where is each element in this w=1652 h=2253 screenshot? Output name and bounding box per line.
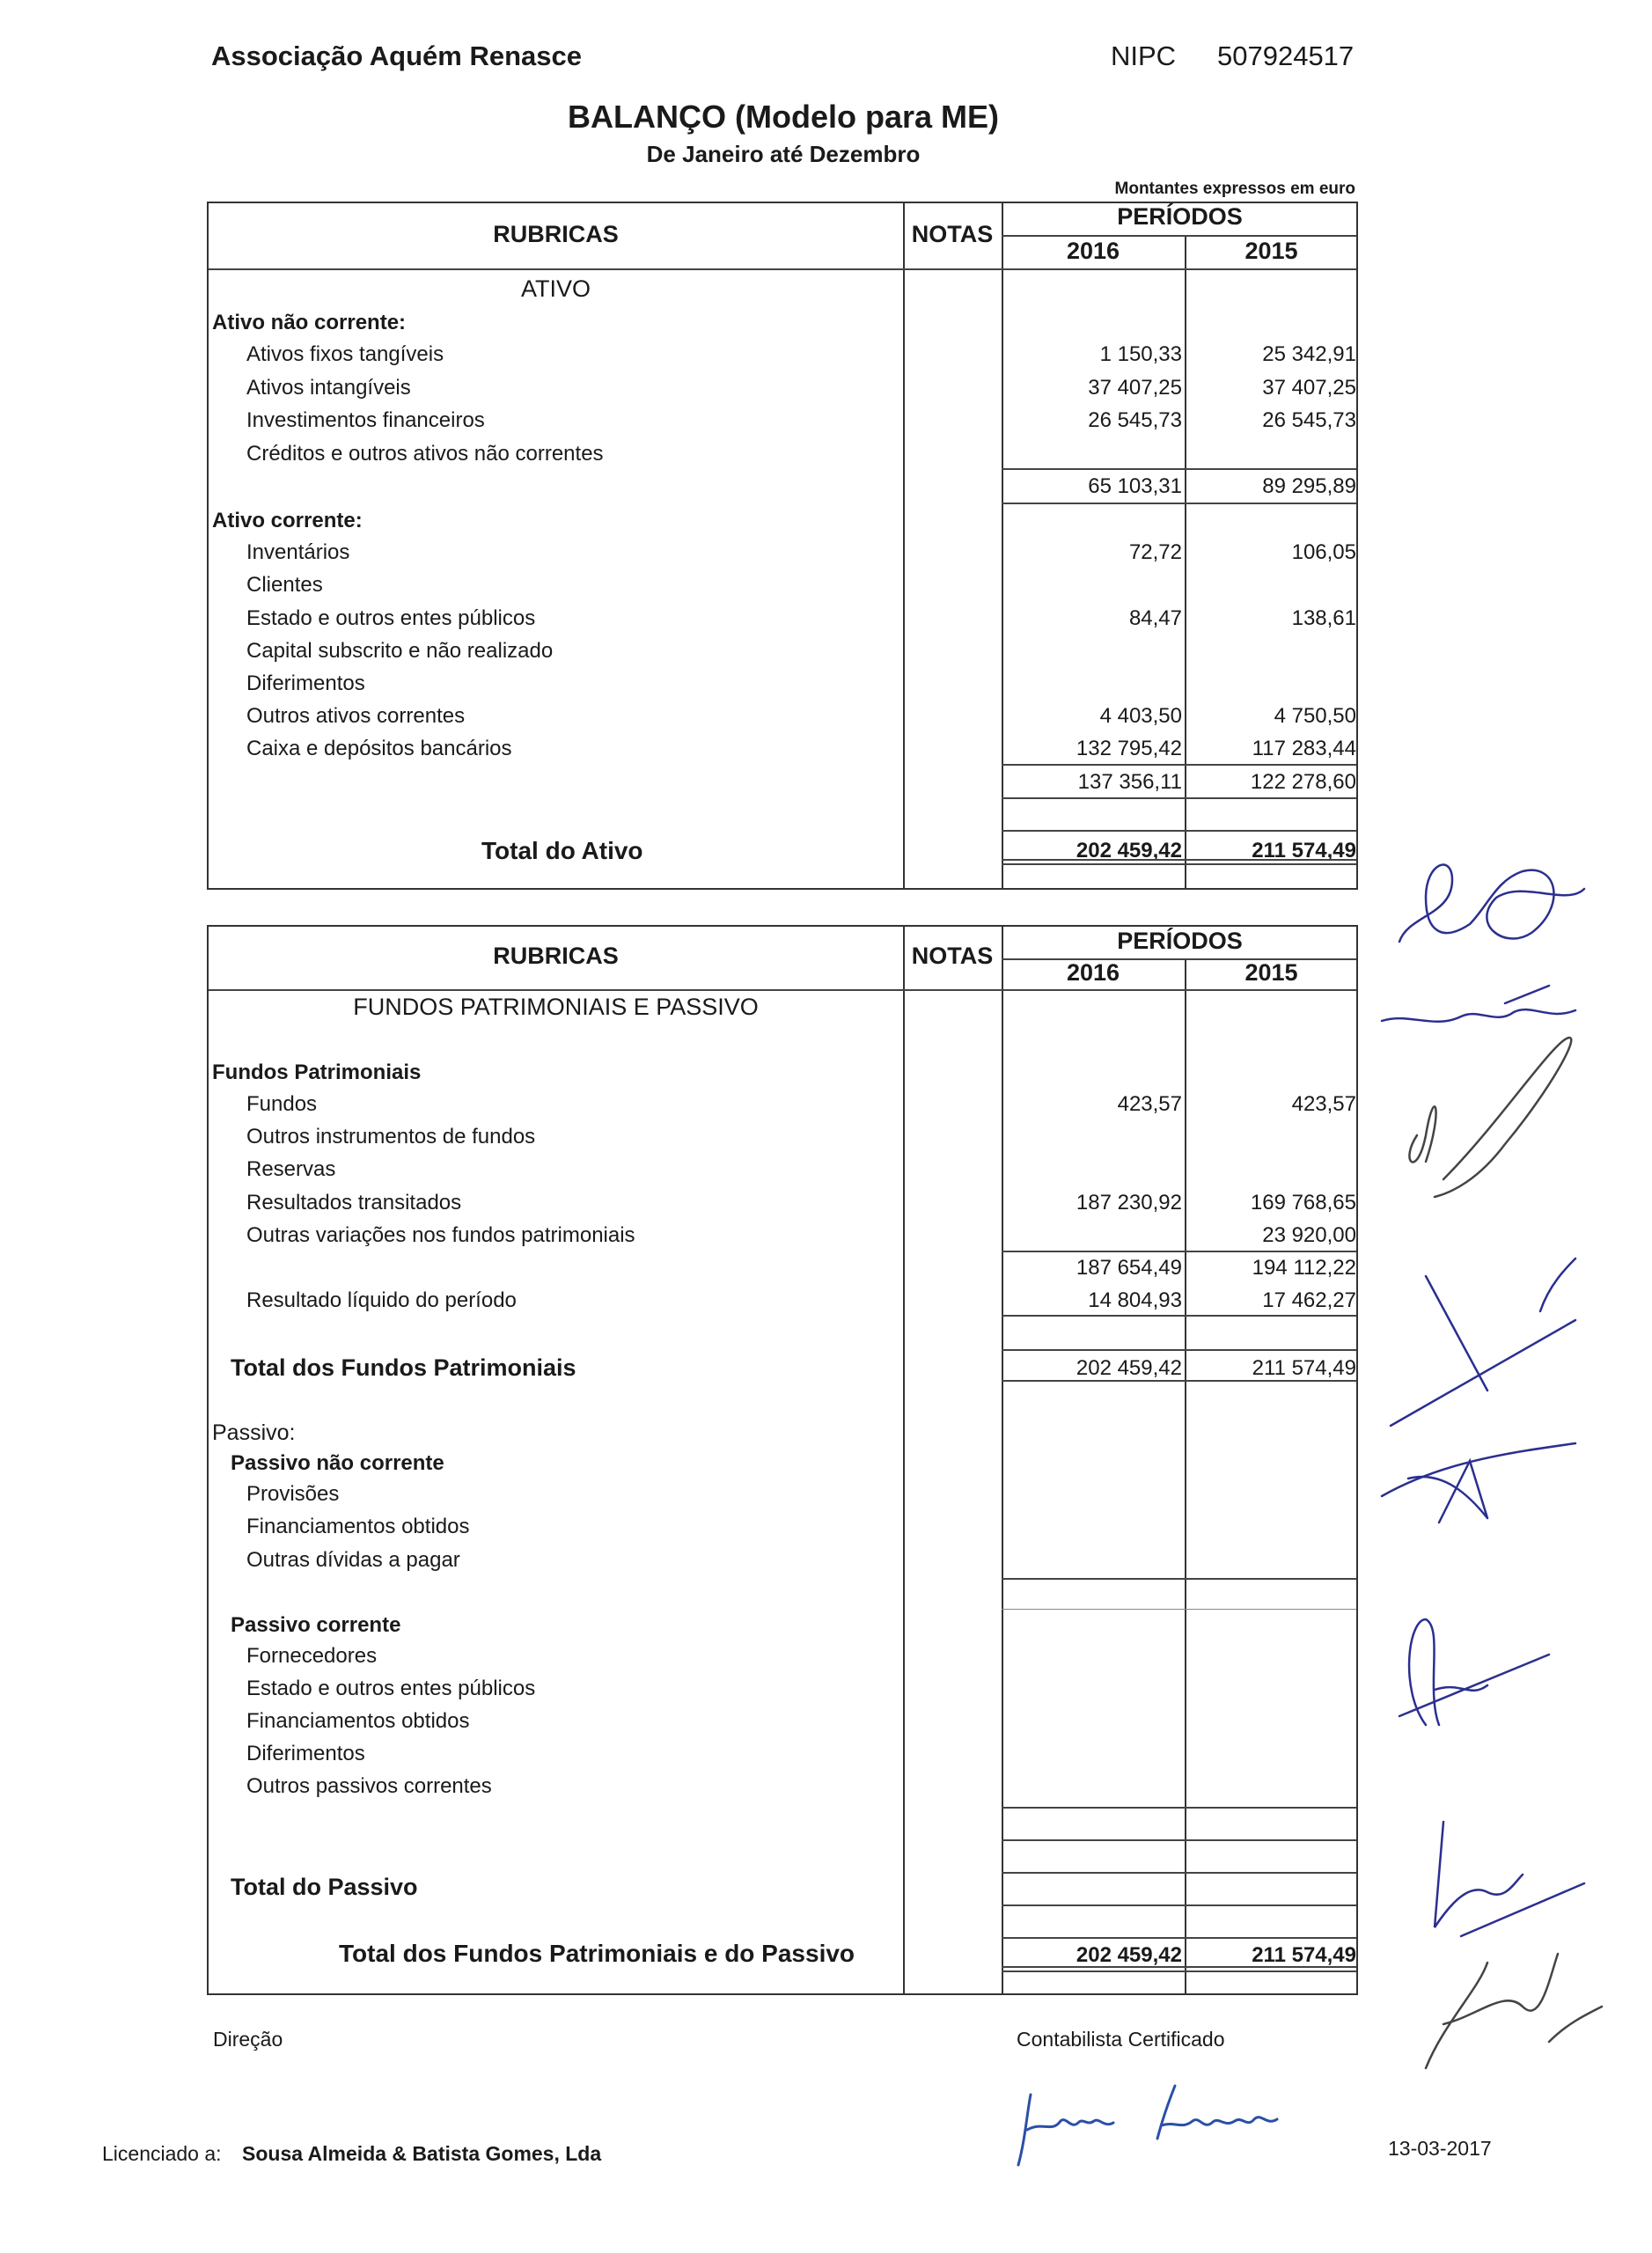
- subtotal-line: [1002, 1609, 1356, 1610]
- header-year-2016: 2016: [1066, 238, 1120, 264]
- group-label: Fundos Patrimoniais: [212, 1060, 422, 1084]
- subtotal-2016: 65 103,31: [1088, 474, 1182, 498]
- subtotal-line: [1002, 764, 1356, 766]
- column-divider: [1185, 958, 1186, 1993]
- row-label: Créditos e outros ativos não correntes: [246, 442, 604, 466]
- value-2015: 25 342,91: [1262, 342, 1356, 366]
- grand-total-2015: 211 574,49: [1252, 1943, 1356, 1967]
- header-notas: NOTAS: [911, 943, 994, 969]
- header-year-2015: 2015: [1245, 959, 1298, 986]
- header-notas: NOTAS: [911, 221, 994, 247]
- license-prefix: Licenciado a:: [102, 2142, 222, 2165]
- group-label: Ativo corrente:: [212, 509, 363, 532]
- row-label: Provisões: [246, 1482, 340, 1506]
- value-2015: 17 462,27: [1262, 1288, 1356, 1312]
- total-line: [1002, 1872, 1356, 1874]
- header-bottom-line: [209, 989, 1356, 991]
- subtotal-line: [1002, 468, 1356, 470]
- grand-total-2016: 202 459,42: [1076, 1943, 1182, 1967]
- header-rubricas: RUBRICAS: [493, 943, 619, 969]
- row-label: Outros passivos correntes: [246, 1774, 492, 1798]
- value-2015: 4 750,50: [1274, 704, 1356, 728]
- subtotal-2016: 187 654,49: [1076, 1256, 1182, 1280]
- row-label: Estado e outros entes públicos: [246, 1677, 536, 1700]
- subtotal-line: [1002, 1839, 1356, 1841]
- value-2015: 26 545,73: [1262, 408, 1356, 432]
- total-line: [1002, 1380, 1356, 1382]
- value-2016: 84,47: [1128, 606, 1182, 630]
- document-title: BALANÇO (Modelo para ME): [568, 99, 999, 135]
- row-label: Resultado líquido do período: [246, 1288, 517, 1312]
- group-label: Ativo não corrente:: [212, 311, 407, 334]
- value-2015: 106,05: [1291, 540, 1356, 564]
- row-label: Outras dívidas a pagar: [246, 1548, 460, 1572]
- double-line: [1002, 859, 1356, 861]
- row-label: Ativos intangíveis: [246, 376, 411, 400]
- value-2016: 4 403,50: [1099, 704, 1182, 728]
- column-divider: [903, 203, 905, 888]
- value-2016: 26 545,73: [1088, 408, 1182, 432]
- row-label: Capital subscrito e não realizado: [246, 639, 554, 663]
- nipc-value: 507924517: [1217, 40, 1355, 71]
- signature-stroke: [1426, 1954, 1602, 2068]
- asset-table: [207, 202, 1358, 890]
- row-label: Investimentos financeiros: [246, 408, 485, 432]
- row-label: Fornecedores: [246, 1644, 378, 1668]
- value-2016: 37 407,25: [1088, 376, 1182, 400]
- section-title-fundos-passivo: FUNDOS PATRIMONIAIS E PASSIVO: [353, 994, 759, 1020]
- header-bottom-line: [209, 268, 1356, 270]
- total-line: [1002, 830, 1356, 832]
- signature-stroke: [1382, 986, 1575, 1022]
- signature-stroke: [1409, 1038, 1571, 1197]
- row-label: Inventários: [246, 540, 350, 564]
- value-2016: 423,57: [1117, 1092, 1182, 1116]
- total-fundos-2015: 211 574,49: [1252, 1356, 1356, 1380]
- column-divider: [1002, 203, 1003, 888]
- subtotal-line: [1002, 1315, 1356, 1317]
- row-label: Resultados transitados: [246, 1191, 462, 1215]
- signature-stroke: [1399, 1619, 1549, 1725]
- row-label: Fundos: [246, 1092, 318, 1116]
- row-label: Diferimentos: [246, 1742, 365, 1765]
- nipc-label: NIPC: [1111, 40, 1177, 71]
- double-line: [1002, 1966, 1356, 1968]
- value-2015: 138,61: [1291, 606, 1356, 630]
- header-year-2015: 2015: [1245, 238, 1298, 264]
- subtotal-2015: 122 278,60: [1250, 770, 1356, 794]
- subgroup-label: Passivo corrente: [231, 1613, 401, 1637]
- total-ativo-2015: 211 574,49: [1252, 839, 1356, 862]
- value-2016: 72,72: [1128, 540, 1182, 564]
- total-fundos-label: Total dos Fundos Patrimoniais: [231, 1354, 576, 1381]
- total-ativo-2016: 202 459,42: [1076, 839, 1182, 862]
- row-label: Outros instrumentos de fundos: [246, 1125, 536, 1149]
- row-label: Clientes: [246, 573, 323, 597]
- total-line: [1002, 1937, 1356, 1939]
- value-2015: 423,57: [1291, 1092, 1356, 1116]
- signature-stroke: [1435, 1822, 1584, 1936]
- row-label: Estado e outros entes públicos: [246, 606, 536, 630]
- row-label: Financiamentos obtidos: [246, 1709, 470, 1733]
- subtotal-line: [1002, 1251, 1356, 1252]
- signature-stroke: [1018, 2086, 1277, 2165]
- row-label: Diferimentos: [246, 671, 365, 695]
- section-title-ativo: ATIVO: [520, 275, 591, 302]
- board-signatures: [1373, 845, 1652, 2077]
- row-label: Reservas: [246, 1157, 336, 1181]
- subtotal-2016: 137 356,11: [1077, 770, 1182, 794]
- subtotal-line: [1002, 503, 1356, 504]
- contabilista-label: Contabilista Certificado: [1017, 2028, 1225, 2051]
- subgroup-label: Passivo não corrente: [231, 1451, 444, 1475]
- column-divider: [1185, 235, 1186, 888]
- value-2015: 169 768,65: [1250, 1191, 1356, 1215]
- value-2016: 14 804,93: [1088, 1288, 1182, 1312]
- double-line: [1002, 863, 1356, 865]
- signature-stroke: [1391, 1259, 1575, 1426]
- total-fundos-2016: 202 459,42: [1076, 1356, 1182, 1380]
- value-2015: 23 920,00: [1262, 1223, 1356, 1247]
- subtotal-2015: 194 112,22: [1252, 1256, 1356, 1280]
- column-divider: [1002, 927, 1003, 1993]
- header-periodos: PERÍODOS: [1117, 928, 1243, 954]
- value-2015: 117 283,44: [1252, 737, 1356, 760]
- document-date: 13-03-2017: [1388, 2137, 1492, 2160]
- row-label: Outros ativos correntes: [246, 704, 466, 728]
- value-2015: 37 407,25: [1262, 376, 1356, 400]
- row-label: Outras variações nos fundos patrimoniais: [246, 1223, 635, 1247]
- value-2016: 187 230,92: [1076, 1191, 1182, 1215]
- document-period: De Janeiro até Dezembro: [646, 141, 921, 167]
- column-divider: [903, 927, 905, 1993]
- header-periodos: PERÍODOS: [1117, 203, 1243, 230]
- license-holder: Sousa Almeida & Batista Gomes, Lda: [242, 2142, 602, 2165]
- subtotal-line: [1002, 797, 1356, 799]
- grand-total-label: Total dos Fundos Patrimoniais e do Passivo: [339, 1940, 855, 1967]
- total-ativo-label: Total do Ativo: [481, 837, 643, 864]
- total-line: [1002, 1349, 1356, 1351]
- row-label: Caixa e depósitos bancários: [246, 737, 512, 760]
- accountant-signature: [1008, 2077, 1342, 2174]
- value-2016: 1 150,33: [1099, 342, 1182, 366]
- header-year-2016: 2016: [1066, 959, 1120, 986]
- total-line: [1002, 1904, 1356, 1906]
- total-passivo-label: Total do Passivo: [231, 1874, 418, 1900]
- organization-name: Associação Aquém Renasce: [211, 40, 582, 71]
- currency-note: Montantes expressos em euro: [1114, 180, 1355, 198]
- row-label: Ativos fixos tangíveis: [246, 342, 444, 366]
- row-label: Financiamentos obtidos: [246, 1515, 470, 1538]
- subtotal-line: [1002, 1807, 1356, 1809]
- group-label-passivo: Passivo:: [212, 1420, 296, 1445]
- value-2016: 132 795,42: [1076, 737, 1182, 760]
- direcao-label: Direção: [213, 2028, 283, 2051]
- header-divider: [1002, 235, 1356, 237]
- signature-stroke: [1382, 1443, 1575, 1523]
- equity-liabilities-table: [207, 925, 1358, 1995]
- subtotal-2015: 89 295,89: [1262, 474, 1356, 498]
- signature-stroke: [1399, 865, 1584, 942]
- subtotal-line: [1002, 1578, 1356, 1580]
- double-line: [1002, 1970, 1356, 1972]
- header-rubricas: RUBRICAS: [493, 221, 619, 247]
